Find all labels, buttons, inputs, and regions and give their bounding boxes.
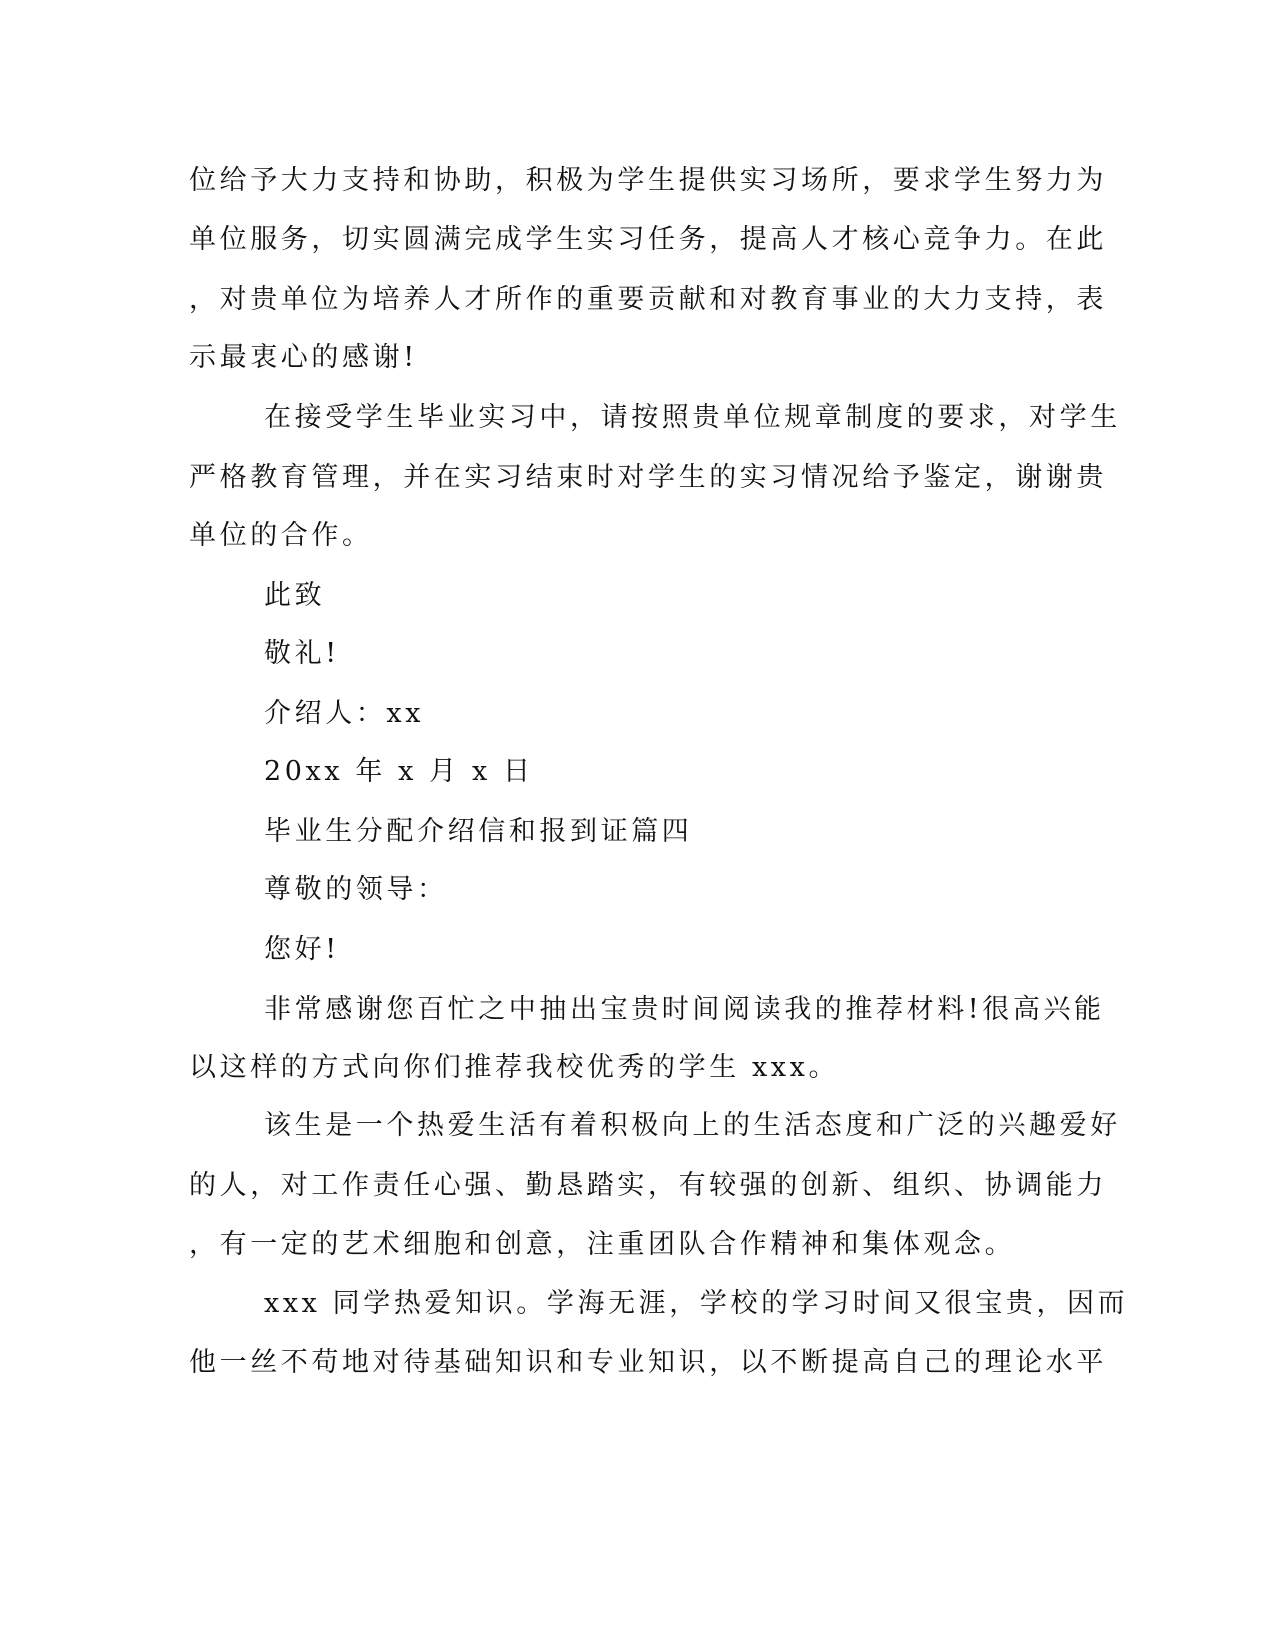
paragraph-first-line: 该生是一个热爱生活有着积极向上的生活态度和广泛的兴趣爱好 (264, 1110, 1121, 1141)
date-line: 20xx 年 x 月 x 日 (264, 756, 534, 787)
paragraph-first-line: 在接受学生毕业实习中，请按照贵单位规章制度的要求，对学生 (264, 402, 1121, 433)
body-text-line: 严格教育管理，并在实习结束时对学生的实习情况给予鉴定，谢谢贵 (189, 462, 1107, 493)
body-text-line: ，对贵单位为培养人才所作的重要贡献和对教育事业的大力支持，表 (189, 284, 1107, 315)
greeting-line: 尊敬的领导： (264, 874, 448, 905)
paragraph-first-line: 非常感谢您百忙之中抽出宝贵时间阅读我的推荐材料!很高兴能 (264, 994, 1105, 1025)
paragraph-first-line: xxx 同学热爱知识。学海无涯，学校的学习时间又很宝贵，因而 (264, 1288, 1129, 1319)
body-text-line: 示最衷心的感谢! (189, 342, 418, 373)
closing-regards: 敬礼! (264, 638, 340, 669)
greeting-line: 您好! (264, 934, 340, 965)
body-text-line: ，有一定的艺术细胞和创意，注重团队合作精神和集体观念。 (189, 1229, 1016, 1260)
body-text-line: 单位的合作。 (189, 520, 373, 551)
introducer-line: 介绍人：xx (264, 698, 425, 729)
body-text-line: 的人，对工作责任心强、勤恳踏实，有较强的创新、组织、协调能力 (189, 1170, 1107, 1201)
section-heading: 毕业生分配介绍信和报到证篇四 (264, 816, 693, 847)
body-text-line: 单位服务，切实圆满完成学生实习任务，提高人才核心竞争力。在此 (189, 224, 1107, 255)
body-text-line: 他一丝不苟地对待基础知识和专业知识，以不断提高自己的理论水平 (189, 1347, 1107, 1378)
body-text-line: 以这样的方式向你们推荐我校优秀的学生 xxx。 (189, 1052, 840, 1083)
body-text-line: 位给予大力支持和协助，积极为学生提供实习场所，要求学生努力为 (189, 165, 1107, 196)
closing-salutation: 此致 (264, 580, 326, 611)
